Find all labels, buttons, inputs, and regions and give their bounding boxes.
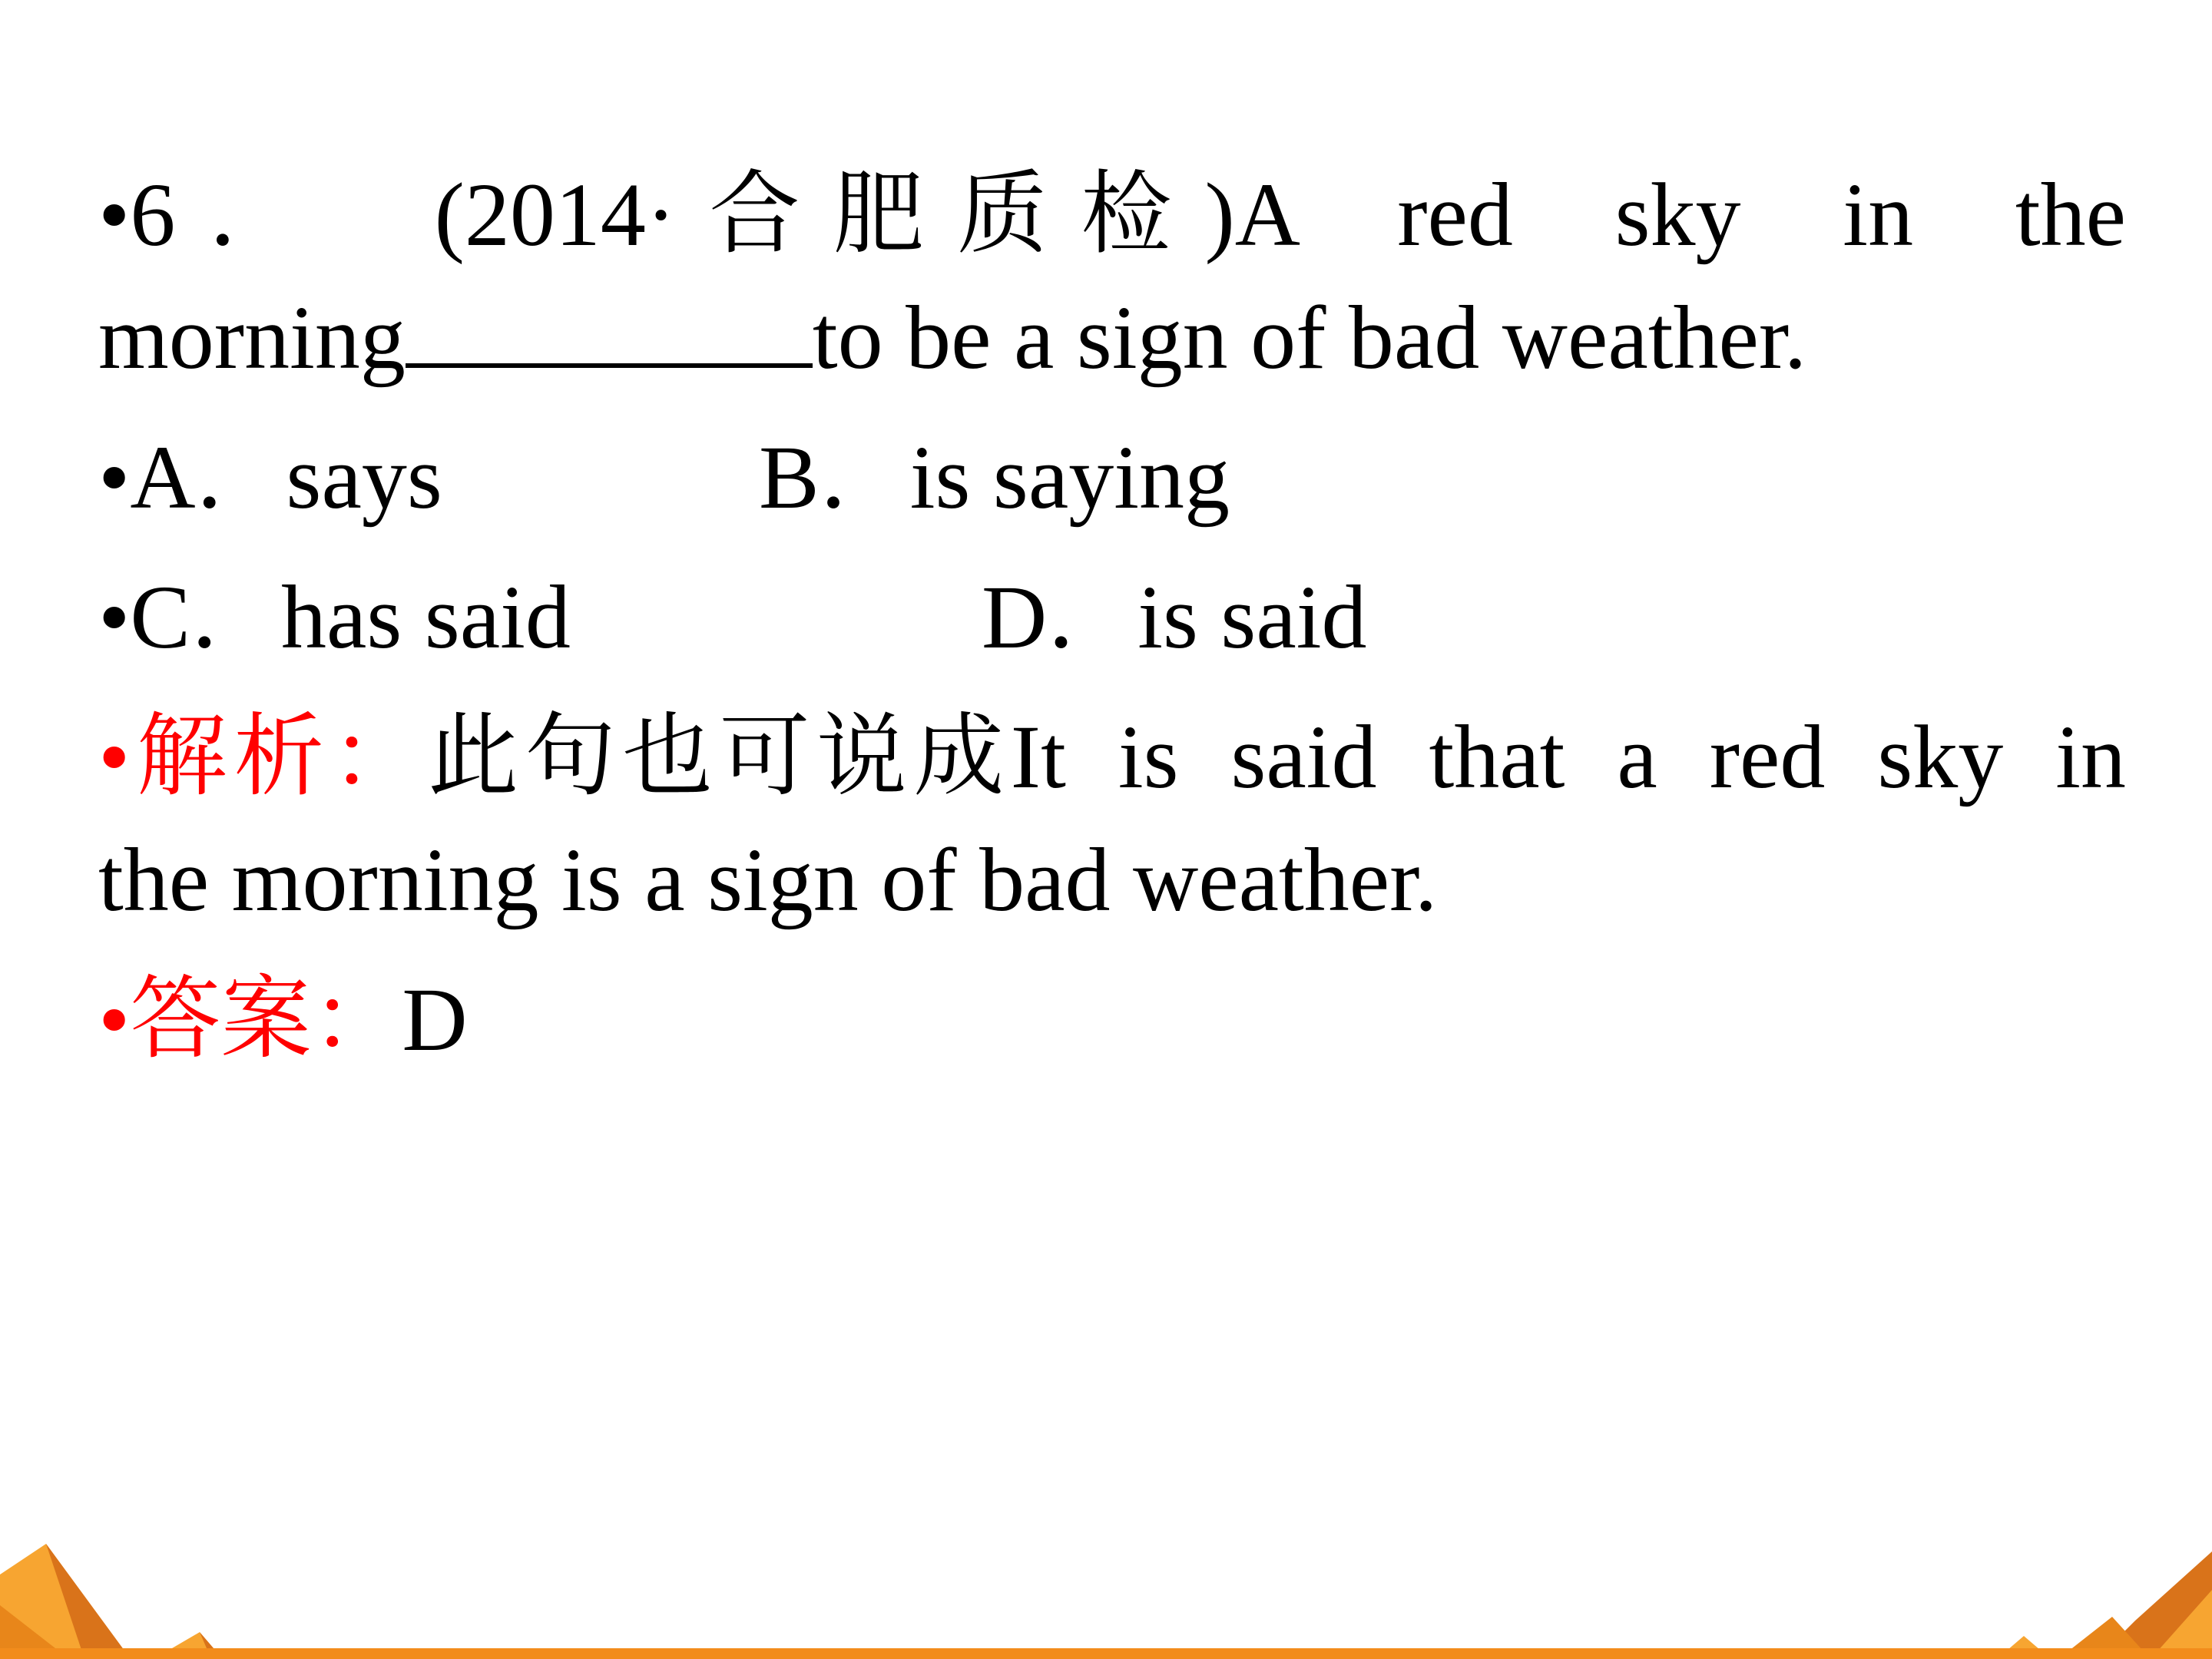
options-row-cd bbox=[98, 556, 2126, 679]
answer-label: 答案： bbox=[130, 969, 402, 1070]
pyramid-decoration-left bbox=[0, 1536, 230, 1659]
option-c-text: has said bbox=[281, 567, 571, 667]
option-c-bullet: • bbox=[98, 567, 131, 667]
option-d-label: D． bbox=[982, 567, 1138, 667]
analysis-text-line1: It is said that a red sky in bbox=[1010, 707, 2126, 807]
analysis-line-1 bbox=[98, 696, 2126, 819]
answer-value: D bbox=[402, 969, 468, 1070]
question-line-2 bbox=[98, 276, 2126, 399]
question-stem-rest: to be a sign of bad weather. bbox=[812, 287, 1807, 388]
option-a-text: says bbox=[286, 427, 442, 528]
option-a bbox=[98, 416, 759, 539]
option-d-text: is said bbox=[1137, 567, 1367, 667]
slide-content bbox=[98, 154, 2126, 1098]
analysis-label: 解析： bbox=[130, 707, 429, 807]
question-bullet: • bbox=[98, 164, 131, 265]
option-a-label: A． bbox=[130, 427, 286, 528]
option-b-text: is saying bbox=[909, 427, 1230, 528]
option-d bbox=[982, 556, 1367, 679]
analysis-text-line2: the morning is a sign of bad weather. bbox=[98, 830, 1438, 930]
question-source: (2014·合肥质检) bbox=[434, 164, 1235, 265]
pyramid-decoration-right bbox=[1982, 1536, 2212, 1659]
question-line-1 bbox=[98, 154, 2126, 276]
analysis-bullet: • bbox=[98, 707, 131, 807]
answer-line bbox=[98, 959, 2126, 1081]
bottom-accent-bar bbox=[0, 1648, 2212, 1659]
answer-bullet: • bbox=[98, 969, 131, 1070]
answer-blank bbox=[406, 279, 813, 368]
option-b-label: B． bbox=[759, 427, 910, 528]
options-row-ab bbox=[98, 416, 2126, 539]
option-c-label: C． bbox=[130, 567, 282, 667]
question-stem-morning: morning bbox=[98, 287, 406, 388]
option-a-bullet: • bbox=[98, 427, 131, 528]
analysis-text-cn: 此句也可说成 bbox=[428, 707, 1011, 807]
question-number: 6． bbox=[130, 164, 333, 265]
analysis-line-2 bbox=[98, 819, 2126, 942]
question-stem-part1: A red sky in the bbox=[1234, 164, 2126, 265]
option-c bbox=[98, 556, 982, 679]
option-b bbox=[759, 416, 1230, 539]
